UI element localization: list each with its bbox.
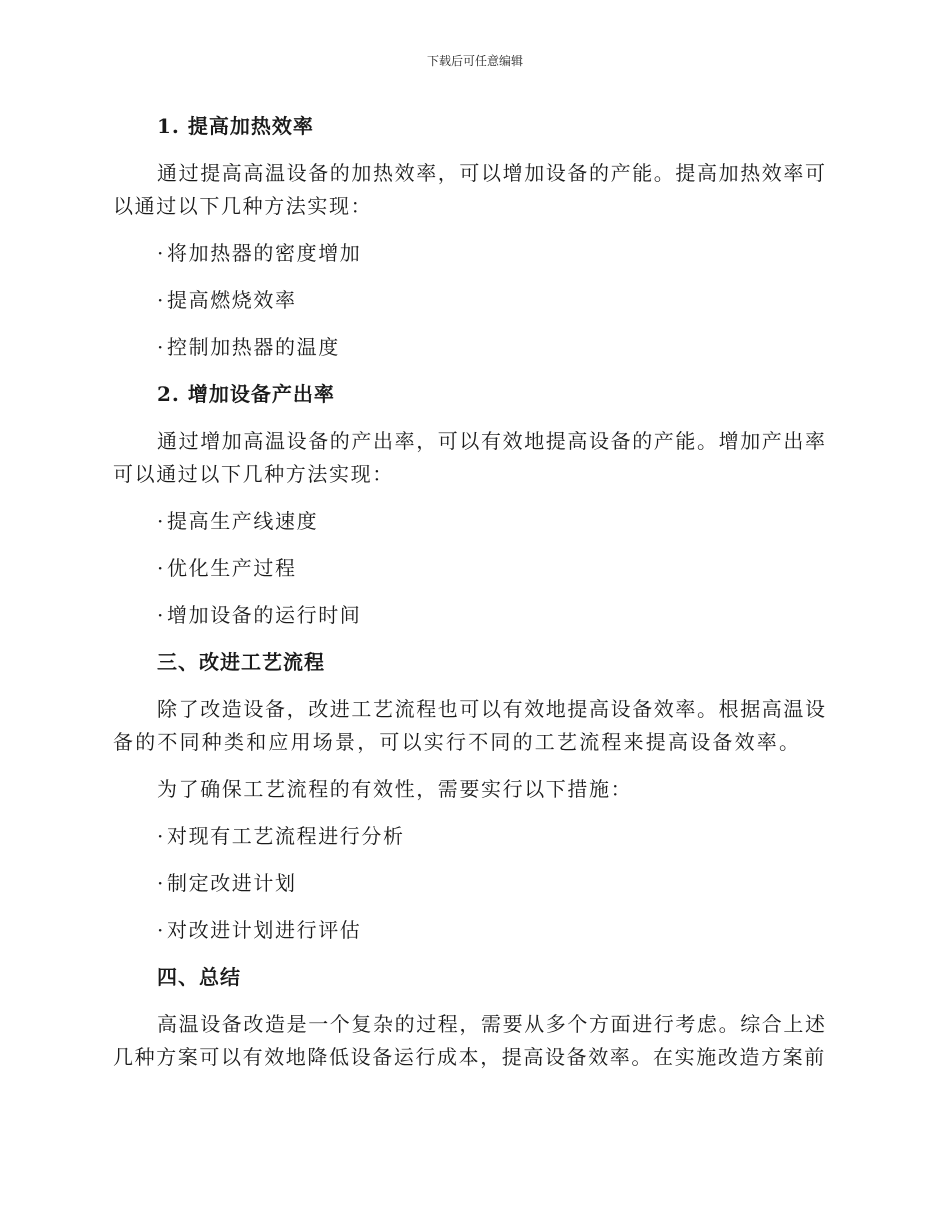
section-heading-4: 四、总结 [157, 965, 241, 989]
list-item [113, 599, 833, 632]
section-4-paragraph [113, 1008, 833, 1074]
list-item-text: 将加热器的密度增加 [167, 241, 362, 265]
bullet-marker: · [157, 556, 165, 580]
bullet-marker: · [157, 335, 165, 359]
bullet-marker: · [157, 603, 165, 627]
list-item [113, 552, 833, 585]
section-2-paragraph [113, 425, 833, 491]
section-heading-1: 1. 提高加热效率 [157, 114, 314, 138]
list-item [113, 505, 833, 538]
paragraph-line: 通过提高高温设备的加热效率，可以增加设备的产能。提高加热效率可 [157, 161, 827, 185]
section-1-paragraph [113, 157, 833, 223]
page-header: 下载后可任意编辑 [426, 54, 523, 68]
section-heading-2: 2. 增加设备产出率 [157, 382, 335, 406]
bullet-marker: · [157, 288, 165, 312]
list-item-text: 提高生产线速度 [167, 509, 319, 533]
bullet-marker: · [157, 241, 165, 265]
paragraph-line: 高温设备改造是一个复杂的过程，需要从多个方面进行考虑。综合上述 [157, 1012, 827, 1036]
section-3-paragraph-1 [113, 693, 833, 759]
list-item [113, 867, 833, 900]
list-item-text: 制定改进计划 [167, 871, 297, 895]
list-item-text: 增加设备的运行时间 [167, 603, 362, 627]
bullet-marker: · [157, 509, 165, 533]
paragraph-line: 几种方案可以有效地降低设备运行成本，提高设备效率。在实施改造方案前 [113, 1045, 826, 1069]
list-item [113, 914, 833, 947]
list-item-text: 控制加热器的温度 [167, 335, 340, 359]
paragraph-line: 除了改造设备，改进工艺流程也可以有效地提高设备效率。根据高温设 [157, 697, 827, 721]
document-body [113, 110, 833, 1074]
paragraph-line: 可以通过以下几种方法实现： [113, 462, 394, 486]
list-item [113, 820, 833, 853]
paragraph-line: 通过增加高温设备的产出率，可以有效地提高设备的产能。增加产出率 [157, 429, 827, 453]
bullet-marker: · [157, 871, 165, 895]
section-3-paragraph-2 [113, 773, 833, 806]
bullet-marker: · [157, 918, 165, 942]
section-heading-3: 三、改进工艺流程 [157, 650, 325, 674]
paragraph-line: 为了确保工艺流程的有效性，需要实行以下措施： [157, 777, 633, 801]
paragraph-line: 备的不同种类和应用场景，可以实行不同的工艺流程来提高设备效率。 [113, 730, 802, 754]
bullet-marker: · [157, 824, 165, 848]
list-item [113, 237, 833, 270]
list-item [113, 331, 833, 364]
paragraph-line: 以通过以下几种方法实现： [113, 194, 373, 218]
list-item-text: 对现有工艺流程进行分析 [167, 824, 405, 848]
list-item-text: 优化生产过程 [167, 556, 297, 580]
list-item-text: 对改进计划进行评估 [167, 918, 362, 942]
list-item-text: 提高燃烧效率 [167, 288, 297, 312]
list-item [113, 284, 833, 317]
